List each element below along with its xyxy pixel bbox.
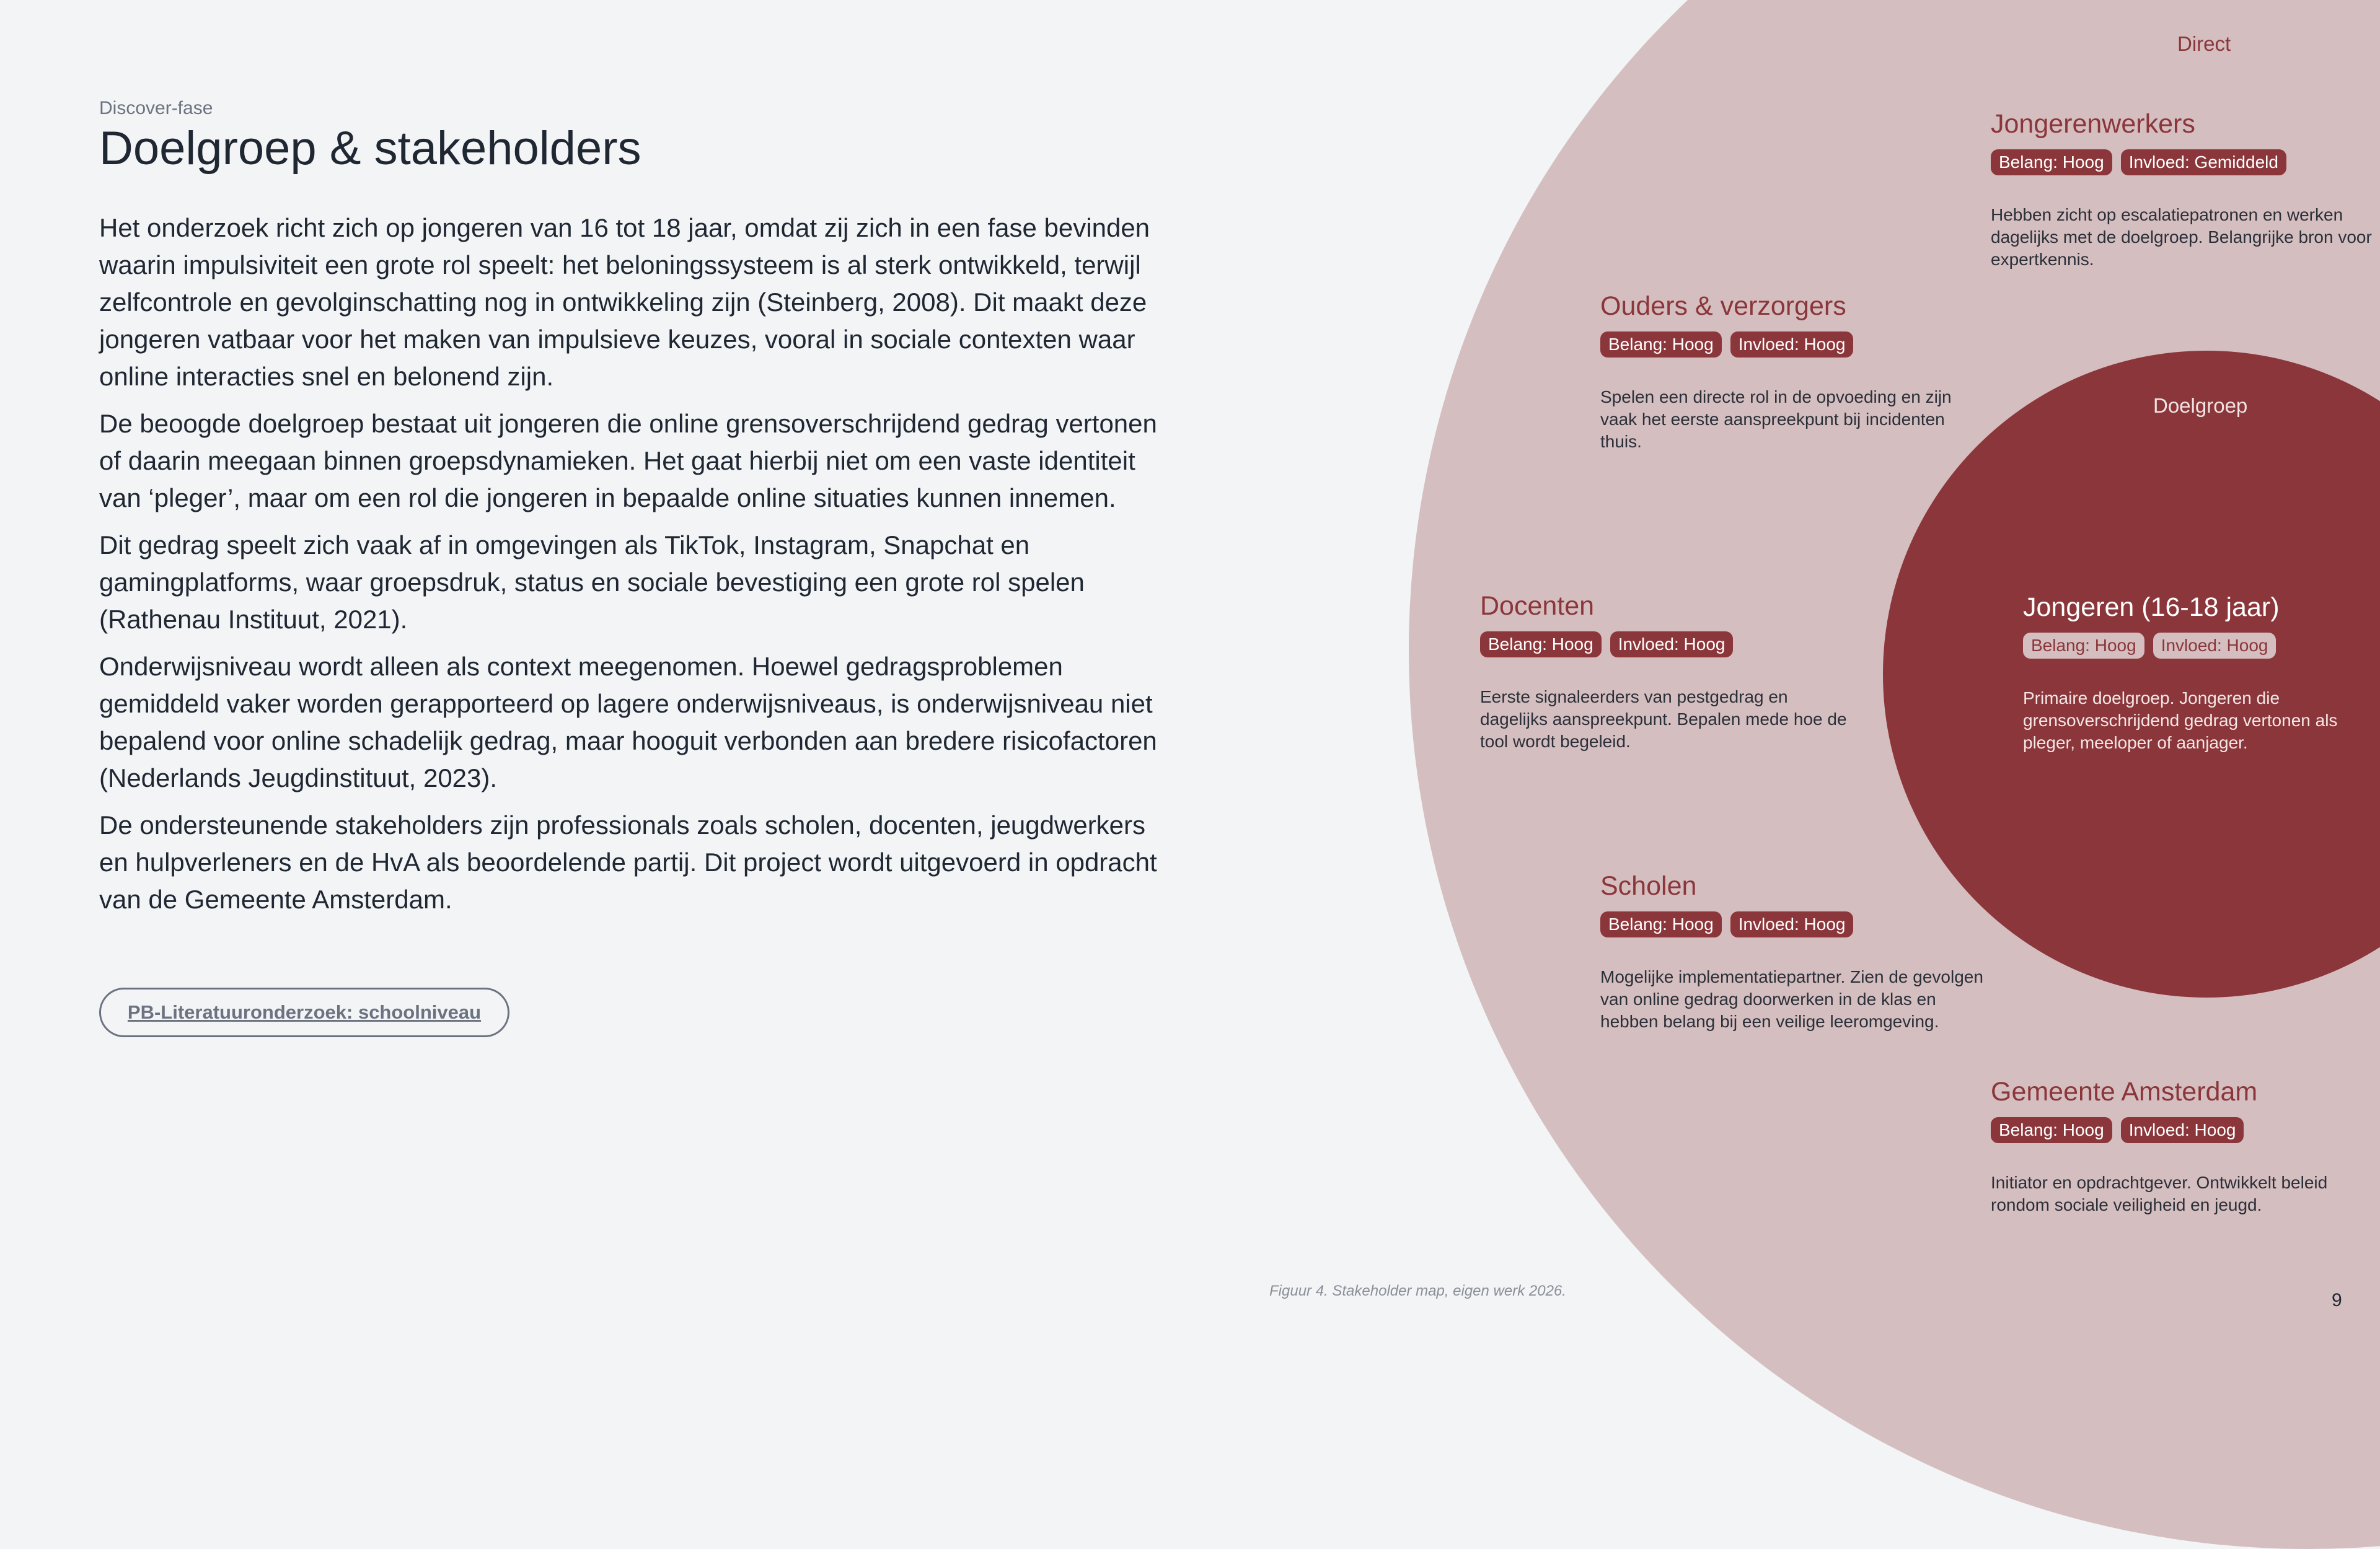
stakeholder-ouders xyxy=(1600,291,1985,453)
invloed-badge: Invloed: Gemiddeld xyxy=(2121,149,2286,175)
ring-label-doelgroep: Doelgroep xyxy=(2153,394,2248,417)
page-number: 9 xyxy=(2332,1290,2342,1310)
paragraph: Dit gedrag speelt zich vaak af in omgevingen als TikTok, Instagram, Snapchat en gamingplatforms, waar groepsdruk, status en sociale bevestiging een grote rol spelen (Rathenau Instituut, 2021). xyxy=(99,530,1085,634)
literature-link-button[interactable]: PB-Literatuuronderzoek: schoolniveau xyxy=(99,988,509,1037)
paragraph: Onderwijsniveau wordt alleen als context meegenomen. Hoewel gedragsproblemen gemiddeld vaker worden gerapporteerd op lagere onderwijsniveaus, is onderwijsniveau niet bepalend voor online schadelijk gedrag, maar hooguit verbonden aan bredere risicofactoren (Nederlands Jeugdinstituut, 2023). xyxy=(99,652,1157,792)
invloed-badge: Invloed: Hoog xyxy=(1730,911,1854,937)
stakeholder-scholen xyxy=(1600,871,1985,1033)
stakeholder-name: Jongerenwerkers xyxy=(1991,109,2195,139)
stakeholder-description: Initiator en opdrachtgever. Ontwikkelt beleid rondom sociale veiligheid en jeugd. xyxy=(1991,1173,2328,1214)
stakeholder-name: Docenten xyxy=(1480,591,1595,621)
belang-badge: Belang: Hoog xyxy=(1600,331,1722,358)
belang-badge: Belang: Hoog xyxy=(2023,633,2144,659)
badge-row xyxy=(2023,633,2370,659)
stakeholder-description: Spelen een directe rol in de opvoeding en zijn vaak het eerste aanspreekpunt bij incidenten thuis. xyxy=(1600,387,1952,451)
belang-badge: Belang: Hoog xyxy=(1991,1117,2112,1143)
paragraph: Het onderzoek richt zich op jongeren van 16 tot 18 jaar, omdat zij zich in een fase bevinden waarin impulsiviteit een grote rol speelt: het beloningssysteem is al sterk ontwikkeld, terwijl zelfcontrole en gevolginschatting nog in ontwikkeling zijn (Steinberg, 2008). Dit maakt deze jongeren vatbaar voor het maken van impulsieve keuzes, vooral in sociale contexten waar online interacties snel en belonend zijn. xyxy=(99,213,1150,391)
eyebrow: Discover-fase xyxy=(99,98,213,118)
belang-badge: Belang: Hoog xyxy=(1480,631,1602,657)
stakeholder-name: Ouders & verzorgers xyxy=(1600,291,1846,321)
figure-caption: Figuur 4. Stakeholder map, eigen werk 2026. xyxy=(1269,1283,1566,1299)
body-text xyxy=(99,209,1165,928)
stakeholder-jongeren xyxy=(2023,592,2370,754)
stakeholder-jongerenwerkers xyxy=(1991,109,2375,271)
page-title: Doelgroep & stakeholders xyxy=(99,122,641,175)
belang-badge: Belang: Hoog xyxy=(1991,149,2112,175)
paragraph: De ondersteunende stakeholders zijn professionals zoals scholen, docenten, jeugdwerkers en hulpverleners en de HvA als beoordelende partij. Dit project wordt uitgevoerd in opdracht van de Gemeente Amsterdam. xyxy=(99,810,1157,914)
stakeholder-description: Primaire doelgroep. Jongeren die grensoverschrijdend gedrag vertonen als pleger, meeloper of aanjager. xyxy=(2023,688,2338,752)
stakeholder-docenten xyxy=(1480,591,1852,753)
badge-row xyxy=(1480,631,1852,657)
badge-row xyxy=(1600,331,1985,358)
invloed-badge: Invloed: Hoog xyxy=(2121,1117,2244,1143)
badge-row xyxy=(1991,1117,2375,1143)
invloed-badge: Invloed: Hoog xyxy=(1730,331,1854,358)
stakeholder-description: Mogelijke implementatiepartner. Zien de gevolgen van online gedrag doorwerken in de klas en hebben belang bij een veilige leeromgeving. xyxy=(1600,967,1983,1031)
stakeholder-name: Jongeren (16-18 jaar) xyxy=(2023,592,2280,622)
stakeholder-name: Scholen xyxy=(1600,871,1697,901)
stakeholder-description: Eerste signaleerders van pestgedrag en dagelijks aanspreekpunt. Bepalen mede hoe de tool wordt begeleid. xyxy=(1480,687,1847,751)
badge-row xyxy=(1600,911,1985,937)
ring-label-direct: Direct xyxy=(2177,32,2231,55)
invloed-badge: Invloed: Hoog xyxy=(2153,633,2276,659)
badge-row xyxy=(1991,149,2375,175)
stakeholder-name: Gemeente Amsterdam xyxy=(1991,1077,2258,1107)
paragraph: De beoogde doelgroep bestaat uit jongeren die online grensoverschrijdend gedrag vertonen of daarin meegaan binnen groepsdynamieken. Het gaat hierbij niet om een vaste identiteit van ‘pleger’, maar om een rol die jongeren in bepaalde online situaties kunnen innemen. xyxy=(99,409,1157,512)
belang-badge: Belang: Hoog xyxy=(1600,911,1722,937)
stakeholder-description: Hebben zicht op escalatiepatronen en werken dagelijks met de doelgroep. Belangrijke bron voor expertkennis. xyxy=(1991,205,2372,269)
stakeholder-gemeente xyxy=(1991,1077,2375,1216)
invloed-badge: Invloed: Hoog xyxy=(1610,631,1734,657)
